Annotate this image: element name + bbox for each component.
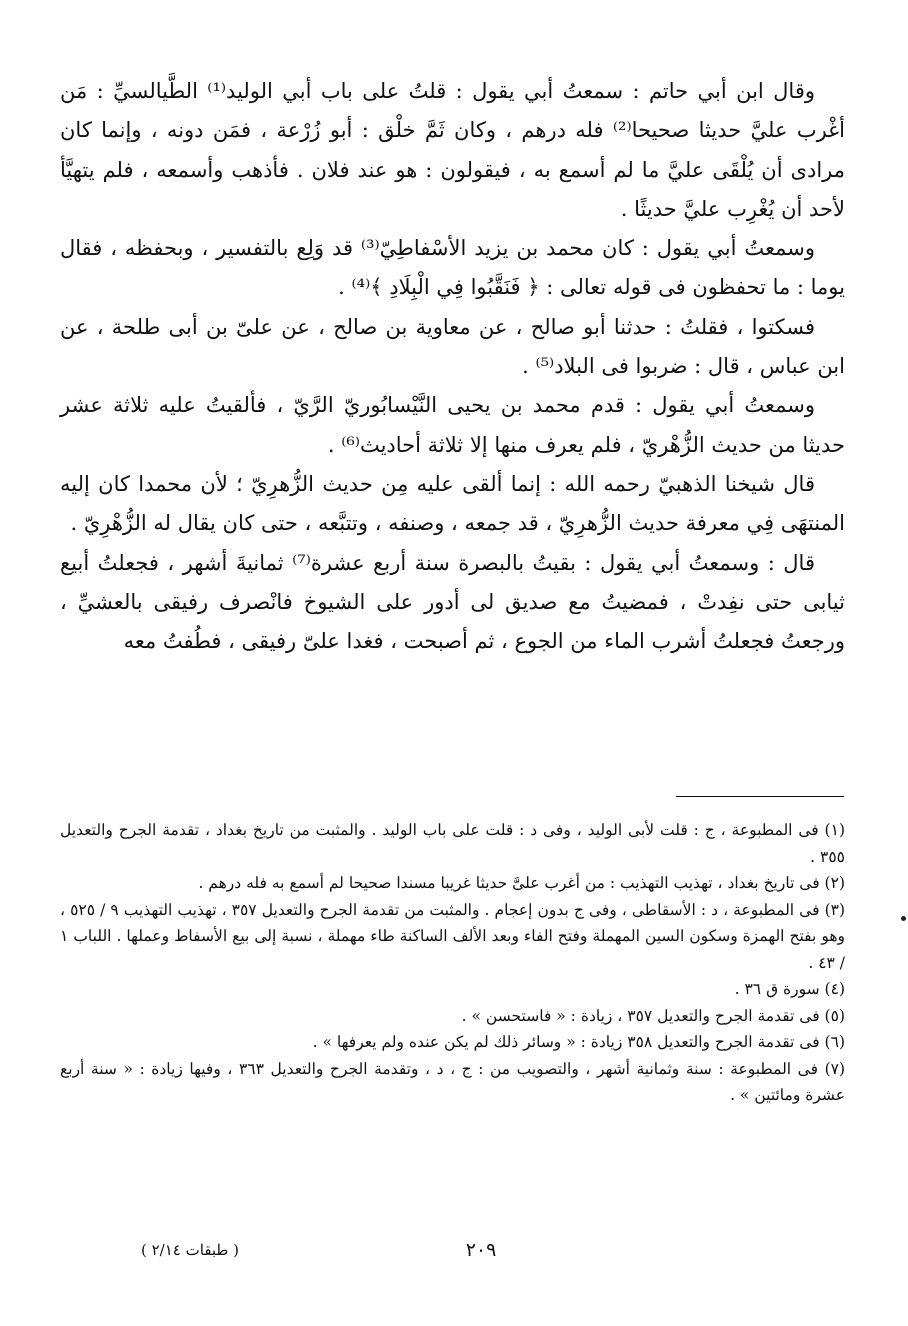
paragraph: وقال ابن أبي حاتم : سمعتُ أبي يقول : قلتُ على باب أبي الوليد⁽¹⁾ الطَّيالسيِّ : مَن أغْرب عليَّ حديثا صحيحا⁽²⁾ فله درهم ، وكان ثَمَّ خلْق : أبو زُرْعة ، فمَن دونه ، وإنما كان مرادى أن يُلْقَى عليَّ ما لم أسمع به ، فيقولون : هو عند فلان . فأذهب وأسمعه ، فلم يتهيَّأ لأحد أن يُغْرِب عليَّ حديثًا .	[60, 79, 845, 221]
margin-dot	[901, 916, 906, 921]
paragraph: فسكتوا ، فقلتُ : حدثنا أبو صالح ، عن معاوية بن صالح ، عن علىّ بن أبى طلحة ، عن ابن عباس ، قال : ضربوا فى البلاد⁽⁵⁾ .	[60, 314, 845, 379]
paragraph: قال شيخنا الذهبيّ رحمه الله : إنما ألقى عليه مِن حديث الزُّهرِيّ ؛ لأن محمدا كان إليه المنتهَى فِي معرفة حديث الزُّهرِيّ ، قد جمعه ، وصنفه ، وتتبَّعه ، حتى كان يقال له الزُّهْرِيّ .	[60, 471, 845, 536]
main-text	[60, 72, 845, 661]
footnote: (١) فى المطبوعة ، ج : قلت لأبى الوليد ، وفى د : قلت على باب الوليد . والمثبت من تاريخ بغداد ، تقدمة الجرح والتعديل ٣٥٥ .	[60, 821, 845, 866]
footnote-separator	[676, 796, 844, 797]
footnote: (٧) فى المطبوعة : سنة وثمانية أشهر ، والتصويب من : ج ، د ، وتقدمة الجرح والتعديل ٣٦٣ ، وفيها زيادة : « سنة أربع عشرة ومائتين » .	[60, 1059, 846, 1104]
footnote: (٣) فى المطبوعة ، د : الأسقاطى ، وفى ج بدون إعجام . والمثبت من تقدمة الجرح والتعديل ٣٥٧ ، تهذيب التهذيب ٩ / ٥٢٥ ، وهو بفتح الهمزة وسكون السين المهملة وفتح الفاء وبعد الألف الساكنة طاء مهملة ، نسبة إلى بيع الأسفاط وعملها . اللباب ١ / ٤٣ .	[60, 900, 846, 972]
paragraph: قال : وسمعتُ أبي يقول : بقيتُ بالبصرة سنة أربع عشرة⁽⁷⁾ ثمانيةَ أشهر ، فجعلتُ أبيع ثيابى حتى نفِدتْ ، فمضيتُ مع صديق لى أدور على الشيوخ فانْصرف رفيقى بالعشيِّ ، ورجعتُ فجعلتُ أشرب الماء من الجوع ، ثم أصبحت ، فغدا علىّ رفيقى ، فطُفتُ معه	[60, 550, 845, 654]
signature-mark: ( طبقات ٢/١٤ )	[141, 1241, 239, 1259]
paragraph: وسمعتُ أبي يقول : كان محمد بن يزيد الأسْفاطِيّ⁽³⁾ قد وَلِع بالتفسير ، وبحفظه ، فقال يوما : ما تحفظون فى قوله تعالى : ﴿ فَنَقَّبُوا فِي الْبِلَادِ ﴾⁽⁴⁾ .	[60, 236, 845, 300]
paragraph: وسمعتُ أبي يقول : قدم محمد بن يحيى النَّيْسابُوريّ الرَّيّ ، فألقيتُ عليه ثلاثة عشر حديثا من حديث الزُّهْريّ ، فلم يعرف منها إلا ثلاثة أحاديث⁽⁶⁾ .	[60, 393, 845, 457]
footnote: (٥) فى تقدمة الجرح والتعديل ٣٥٧ ، زيادة : « فاستحسن » .	[461, 1006, 845, 1025]
footnote: (٦) فى تقدمة الجرح والتعديل ٣٥٨ زيادة : « وسائر ذلك لم يكن عنده ولم يعرفها » .	[312, 1033, 845, 1051]
footnotes	[60, 817, 845, 1109]
footnote: (٤) سورة ق ٣٦ .	[734, 980, 845, 998]
page-number: ٢٠٩	[465, 1239, 497, 1261]
footnote: (٢) فى تاريخ بغداد ، تهذيب التهذيب : من أغرب علىَّ حديثا غريبا مسندا صحيحا لم أسمع به فله درهم .	[198, 874, 845, 892]
